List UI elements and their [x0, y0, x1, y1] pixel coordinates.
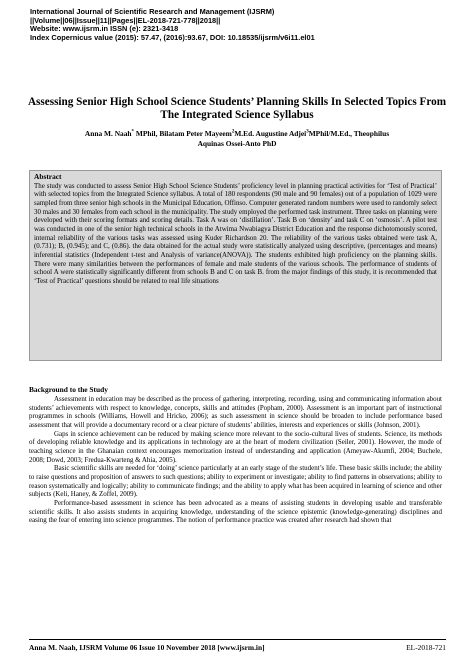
journal-index-doi: Index Copernicus value (2015): 57.47, (2016):93.67, DOI: 10.18535/ijsrm/v6i11.el01 — [30, 32, 315, 42]
author-affiliation-mark: 3 — [306, 129, 309, 135]
author-degree: MPhil, — [134, 129, 160, 138]
author-line-1 — [20, 129, 454, 139]
author-name: Anna M. Naah — [84, 129, 132, 138]
journal-header — [30, 8, 450, 42]
body-paragraph: Performance-based assessment in science has been advocated as a means of assisting students in developing usable and transferable scientific skills. It also assists students in acquiring knowledge, understanding of the science epistemic (knowledge-generating) disciplines and easing the fear of entering into science programmes. The notion of performance practice was created after research had shown that — [29, 498, 442, 525]
author-list — [20, 129, 454, 148]
journal-name: International Journal of Scientific Research and Management (IJSRM) — [30, 7, 275, 16]
author-line-2: Aquinas Ossei-Anto PhD — [197, 138, 277, 148]
footer-page-number: EL-2018-721 — [406, 643, 446, 652]
journal-volume-info: ||Volume||06||Issue||11||Pages||EL-2018-721-778||2018|| — [30, 15, 221, 25]
author-name: Augustine Adjei — [255, 129, 307, 138]
author-degree: M.Ed. — [234, 129, 256, 138]
footer-citation: Anna M. Naah, IJSRM Volume 06 Issue 10 November 2018 [www.ijsrm.in] — [29, 643, 265, 652]
journal-website: Website: www.ijsrm.in ISSN (e): 2321-3418 — [30, 24, 179, 34]
abstract-text: The study was conducted to assess Senior High School Science Students’ proficiency level in planning practical activities for ‘Test of Practical’ with selected topics from the Integrated Science syllabus. A total of 180 respondents (90 male and 90 females) out of a population of 1029 were sampled from three senior high schools in the Municipal Education, Offinso. Computer generated random numbers were used to randomly select 30 males and 30 females from each school in the municipality. The study employed the performed task instrument. Three tasks on planning were developed with their scoring formats and scoring details. Task A was on ‘distillation’. Task B on ‘density’ and task C on ‘osmosis’. A pilot test was conducted in one of the senior high technical schools in the Atwima Nwabiagya District Education and the response dichotomously scored, internal reliability of the various tasks was assessed using Kuder Richardson 20. The reliability of the various tasks obtained were task A, (0.731); B, (0.945); and C, (0.86). the data obtained for the actual study were statistically analyzed using descriptive, (percentages and means) inferential statistics (Independent t-test and Analysis of variance(ANOVA)). The students exhibited high proficiency on the planning skills. There were many similarities between the performances of female and male students of the various schools. The performance of students of school A were statistically significantly different from schools B and C on task B. from the major findings of this study, it is recommended that ‘Test of Practical’ questions should be related to real life situations — [34, 181, 437, 285]
body-text — [29, 395, 442, 525]
paper-title: Assessing Senior High School Science Students’ Planning Skills In Selected Topics From The Integrated Science Syllabus — [27, 96, 447, 121]
footer-divider — [29, 639, 446, 640]
body-paragraph: Gaps in science achievement can be reduced by making science more relevant to the socio-cultural lives of students. Science, its methods of developing reliable knowledge and its applications in technology are at the heart of modern civilization (Seiler, 2001). However, the mode of teaching science in the Ghanaian context encourages memorization instead of understanding and application (Ameyaw-Akumfi, 2004; Buchele, 2008; Dowd, 2003; Fredua-Kwarteng & Ahia, 2005). — [29, 429, 442, 464]
body-paragraph: Basic scientific skills are needed for ‘doing’ science particularly at an early stage of the student’s life. These basic skills include; the ability to raise questions and proposition of answers to such questions; ability to experiment or investigate; ability to find patterns in observations; ability to reason systematically and logically; ability to communicate findings; and the ability to apply what has been acquired in learning of science and other subjects (Keli, Haney, & Zoffel, 2009). — [29, 464, 442, 499]
author-name: Bilatam Peter Mayeem — [159, 129, 232, 138]
author-affiliation-mark: 2 — [231, 129, 235, 135]
author-affiliation-mark: * — [131, 129, 135, 135]
abstract-heading: Abstract — [34, 172, 62, 181]
section-heading-background: Background to the Study — [29, 385, 108, 394]
body-paragraph: Assessment in education may be described as the process of gathering, interpreting, recording, using and communicating information about students’ achievements with respect to knowledge, concepts, skills and attitudes (Popham, 2000). Assessment is an important part of instructional programmes in schools (Williams, Howell and Hricko, 2006); as such assessment in science should be broaden to include performance based assessment that will provide a documentary record or a clear picture of students’ abilities, interests and experiences or skills (Johnson, 2001). — [29, 395, 442, 429]
author-degree: MPhil/M.Ed., Theophilus — [308, 129, 390, 138]
abstract-box — [29, 170, 442, 361]
